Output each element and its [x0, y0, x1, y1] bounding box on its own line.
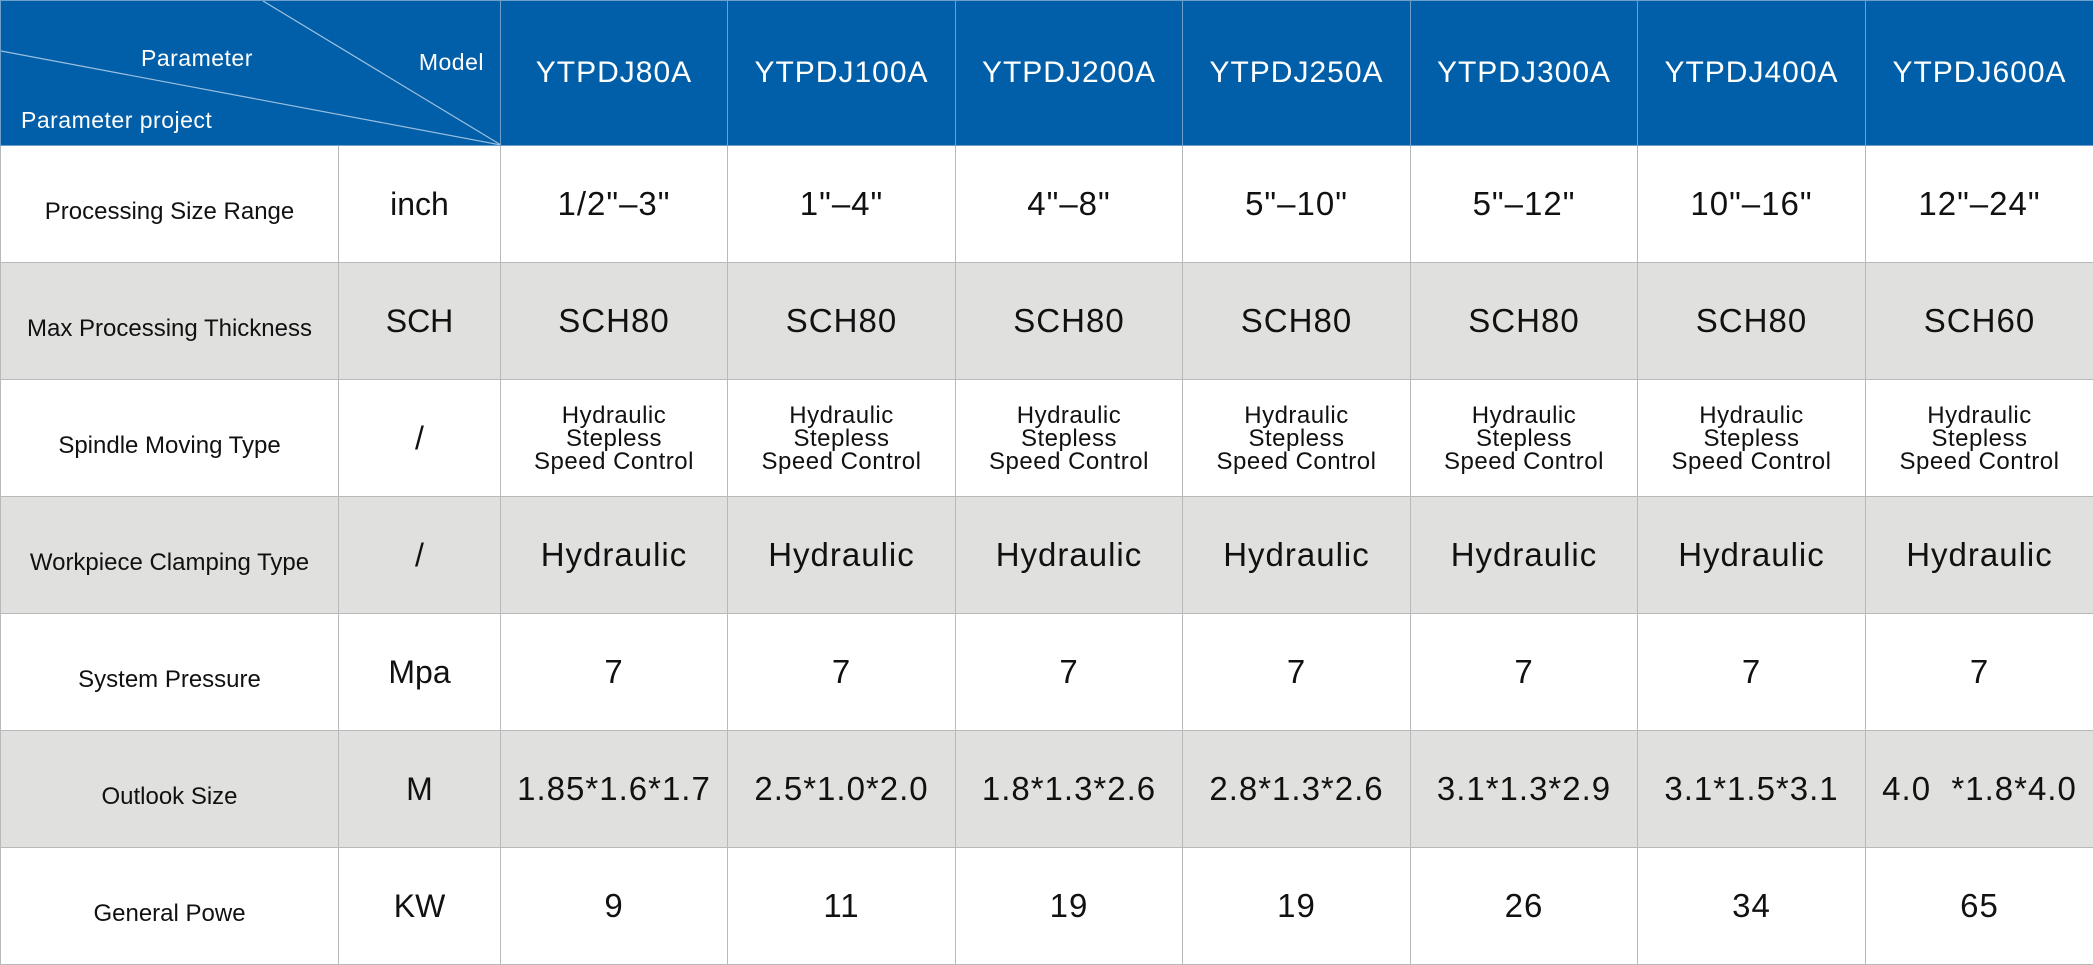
value-cell: SCH60: [1866, 263, 2093, 380]
value-cell: 19: [956, 848, 1183, 965]
parameter-unit: M: [339, 731, 501, 848]
value-line: Hydraulic: [1183, 404, 1410, 427]
value-cell: 11: [728, 848, 956, 965]
value-cell: 7: [1411, 614, 1638, 731]
value-cell: [728, 380, 956, 497]
parameter-unit: SCH: [339, 263, 501, 380]
parameter-name: Processing Size Range: [1, 146, 339, 263]
value-cell: 7: [1638, 614, 1866, 731]
value-cell: 1.8*1.3*2.6: [956, 731, 1183, 848]
model-header: YTPDJ300A: [1411, 1, 1638, 146]
value-cell: 65: [1866, 848, 2093, 965]
value-cell: Hydraulic: [956, 497, 1183, 614]
value-line: Stepless: [1183, 427, 1410, 450]
value-cell: 7: [728, 614, 956, 731]
value-cell: 26: [1411, 848, 1638, 965]
parameter-unit: /: [339, 380, 501, 497]
value-line: Stepless: [1411, 427, 1637, 450]
value-cell: 1"–4": [728, 146, 956, 263]
value-cell: SCH80: [1638, 263, 1866, 380]
value-cell: 1/2"–3": [501, 146, 728, 263]
value-cell: 3.1*1.5*3.1: [1638, 731, 1866, 848]
parameter-name: Spindle Moving Type: [1, 380, 339, 497]
model-header: YTPDJ600A: [1866, 1, 2093, 146]
value-cell: 5"–12": [1411, 146, 1638, 263]
value-cell: Hydraulic: [501, 497, 728, 614]
parameter-unit: inch: [339, 146, 501, 263]
value-cell: 7: [1183, 614, 1411, 731]
value-cell: Hydraulic: [1411, 497, 1638, 614]
value-line: Hydraulic: [956, 404, 1182, 427]
parameter-name: Workpiece Clamping Type: [1, 497, 339, 614]
value-cell: Hydraulic: [1183, 497, 1411, 614]
table-row: [1, 614, 2093, 731]
value-line: Speed Control: [1411, 450, 1637, 473]
table-row: [1, 263, 2093, 380]
value-cell: [1183, 380, 1411, 497]
table-row: [1, 380, 2093, 497]
value-cell: [1866, 380, 2093, 497]
parameter-unit: KW: [339, 848, 501, 965]
parameter-unit: /: [339, 497, 501, 614]
value-cell: 12"–24": [1866, 146, 2093, 263]
value-cell: 3.1*1.3*2.9: [1411, 731, 1638, 848]
value-cell: 19: [1183, 848, 1411, 965]
model-header: YTPDJ250A: [1183, 1, 1411, 146]
corner-parameter-label: Parameter: [141, 45, 253, 72]
value-line: Speed Control: [1638, 450, 1865, 473]
value-cell: 5"–10": [1183, 146, 1411, 263]
value-line: Stepless: [956, 427, 1182, 450]
value-cell: 7: [1866, 614, 2093, 731]
parameter-name: General Powe: [1, 848, 339, 965]
value-cell: [1411, 380, 1638, 497]
value-line: Hydraulic: [501, 404, 727, 427]
value-cell: [956, 380, 1183, 497]
corner-model-label: Model: [419, 49, 484, 76]
value-cell: 2.5*1.0*2.0: [728, 731, 956, 848]
value-line: Speed Control: [501, 450, 727, 473]
model-header: YTPDJ200A: [956, 1, 1183, 146]
value-cell: 7: [501, 614, 728, 731]
parameter-unit: Mpa: [339, 614, 501, 731]
table-row: [1, 497, 2093, 614]
value-cell: SCH80: [1183, 263, 1411, 380]
header-row: [1, 1, 2093, 146]
value-cell: 9: [501, 848, 728, 965]
value-cell: Hydraulic: [1866, 497, 2093, 614]
model-header: YTPDJ100A: [728, 1, 956, 146]
parameter-name: Outlook Size: [1, 731, 339, 848]
value-line: Stepless: [1638, 427, 1865, 450]
value-cell: 4"–8": [956, 146, 1183, 263]
value-cell: 7: [956, 614, 1183, 731]
corner-header-cell: [1, 1, 501, 146]
value-line: Stepless: [1866, 427, 2093, 450]
value-line: Speed Control: [728, 450, 955, 473]
value-cell: 1.85*1.6*1.7: [501, 731, 728, 848]
value-line: Speed Control: [1183, 450, 1410, 473]
model-header: YTPDJ400A: [1638, 1, 1866, 146]
table-row: [1, 731, 2093, 848]
value-line: Speed Control: [956, 450, 1182, 473]
value-cell: Hydraulic: [1638, 497, 1866, 614]
value-line: Stepless: [501, 427, 727, 450]
value-line: Stepless: [728, 427, 955, 450]
parameter-name: Max Processing Thickness: [1, 263, 339, 380]
value-cell: SCH80: [956, 263, 1183, 380]
model-header: YTPDJ80A: [501, 1, 728, 146]
value-cell: 10"–16": [1638, 146, 1866, 263]
value-cell: [1638, 380, 1866, 497]
value-line: Speed Control: [1866, 450, 2093, 473]
table-row: [1, 848, 2093, 965]
table-row: [1, 146, 2093, 263]
corner-project-label: Parameter project: [21, 107, 212, 134]
value-cell: Hydraulic: [728, 497, 956, 614]
value-cell: 34: [1638, 848, 1866, 965]
value-line: Hydraulic: [1411, 404, 1637, 427]
value-cell: SCH80: [501, 263, 728, 380]
value-cell: 4.0 *1.8*4.0: [1866, 731, 2093, 848]
value-cell: 2.8*1.3*2.6: [1183, 731, 1411, 848]
value-cell: SCH80: [1411, 263, 1638, 380]
value-line: Hydraulic: [728, 404, 955, 427]
parameter-name: System Pressure: [1, 614, 339, 731]
value-line: Hydraulic: [1866, 404, 2093, 427]
value-line: Hydraulic: [1638, 404, 1865, 427]
value-cell: [501, 380, 728, 497]
value-cell: SCH80: [728, 263, 956, 380]
